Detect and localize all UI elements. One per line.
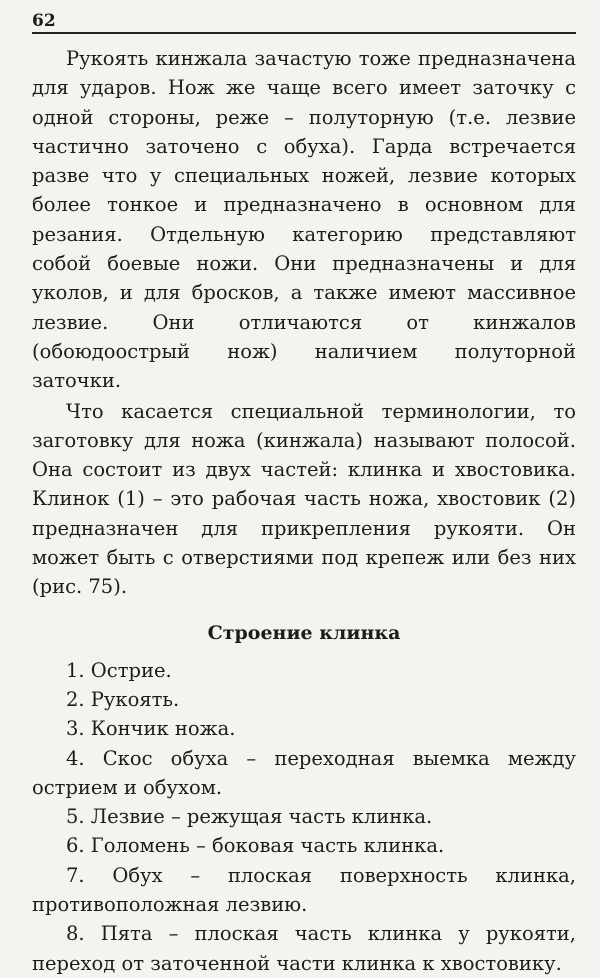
list-item: 4. Скос обуха – переходная выемка между острием и обухом. (32, 746, 576, 799)
list-item: 7. Обух – плоская поверхность клинка, противоположная лезвию. (32, 863, 576, 917)
list-item: 6. Голомень – боковая часть клинка. (66, 834, 445, 858)
list-item: 5. Лезвие – режущая часть клинка. (66, 805, 433, 829)
list-item: 8. Пята – плоская часть клинка у рукояти, переход от заточенной части клинка к хвостовику. (32, 922, 576, 975)
list-item: 3. Кончик ножа. (66, 717, 236, 741)
header-rule (32, 32, 576, 34)
page-number: 62 (32, 11, 56, 31)
section-heading: Строение клинка (207, 621, 401, 644)
paragraph-dagger-handle: Рукоять кинжала зачастую тоже предназначена для ударов. Нож же чаще всего имеет заточку с одной стороны, реже – полуторную (т.е. лезвие частично заточено с обуха). Гарда встречается разве что у специальных ножей, лезвие которых более тонкое и предназначено в основном для резания. Отдельную категорию представляют собой боевые ножи. Они предназначены и для уколов, и для бросков, а также имеют массивное лезвие. Они отличаются от кинжалов (обоюдоострый нож) наличием полуторной заточки. (32, 47, 576, 393)
paragraph-terminology: Что касается специальной терминологии, то заготовку для ножа (кинжала) называют полосой. Она состоит из двух частей: клинка и хвостовика. Клинок (1) – это рабочая часть ножа, хвостовик (2) предназначен для прикрепления рукояти. Он может быть с отверстиями под крепеж или без них (рис. 75). (32, 399, 576, 599)
list-item: 2. Рукоять. (66, 687, 180, 711)
blade-structure-list (32, 656, 576, 978)
list-item: 1. Острие. (66, 658, 172, 682)
